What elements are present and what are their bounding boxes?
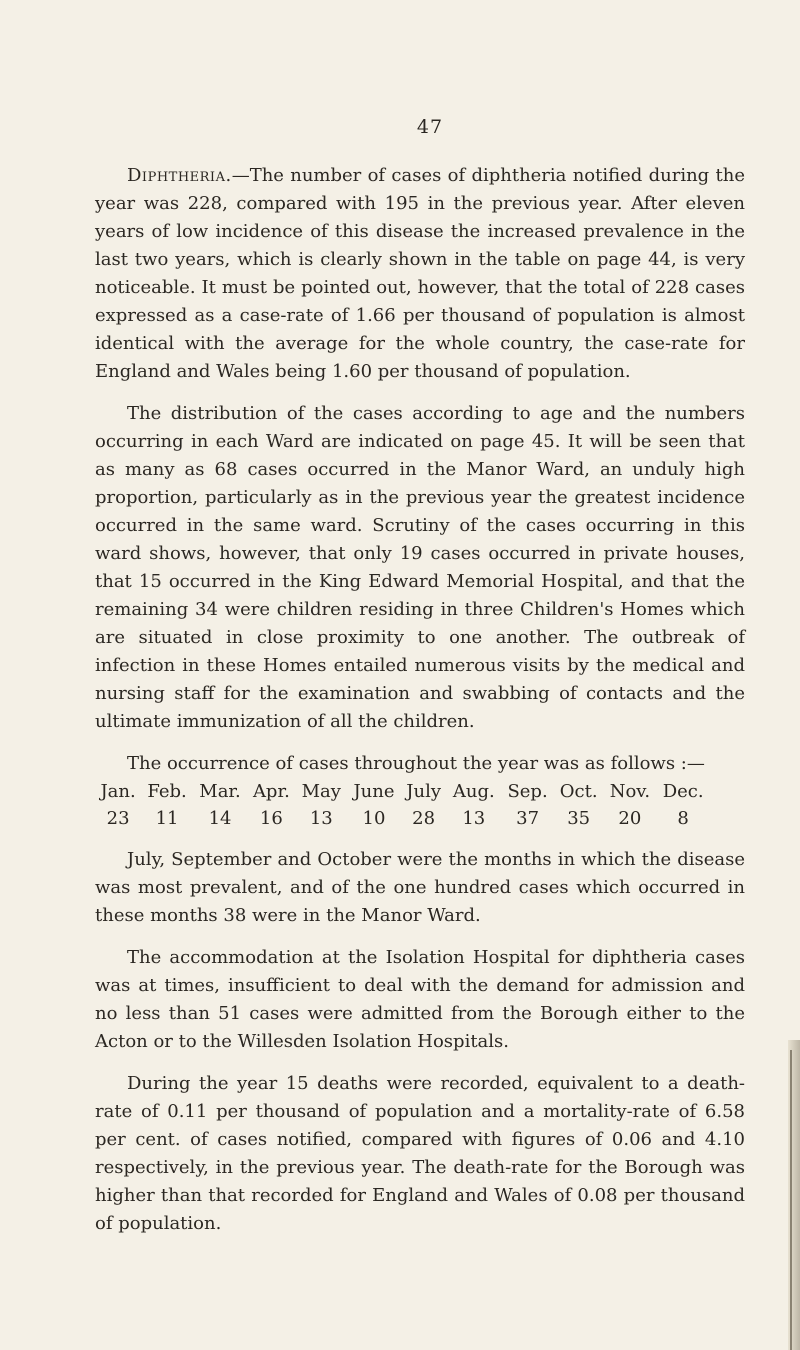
- case-count: 37: [516, 808, 540, 829]
- page-edge-line: [790, 1050, 792, 1350]
- case-count: 23: [106, 808, 130, 829]
- paragraph-accommodation: The accommodation at the Isolation Hospital for diphtheria cases was at times, insufficient to deal with the demand for admission and no less than 51 cases were admitted from the Borough either to the Acton or to the Willesden Isolation Hospitals.: [95, 947, 745, 1052]
- month-label: Dec.: [662, 781, 704, 802]
- month-label: May: [301, 781, 341, 802]
- month-label: July: [406, 781, 441, 802]
- case-count: 16: [259, 808, 283, 829]
- month-label: Jan.: [100, 781, 136, 802]
- paragraph-deaths: During the year 15 deaths were recorded, equivalent to a death-rate of 0.11 per thousand of population and a mortality-rate of 6.58 per cent. of cases notified, compared with figures of 0.06 and 4.10 respectively, in the previous year. The death-rate for the Borough was higher than that recorded for England and Wales of 0.08 per thousand of population.: [95, 1073, 745, 1234]
- case-count: 35: [567, 808, 591, 829]
- month-label: Feb.: [147, 781, 187, 802]
- paragraph-monthly-intro: The occurrence of cases throughout the year was as follows :—: [127, 753, 705, 774]
- document-body: [95, 162, 745, 1252]
- month-label: Sep.: [507, 781, 548, 802]
- paragraph-text: —The number of cases of diphtheria notified during the year was 228, compared with 195 in the previous year. After eleven years of low incidence of this disease the increased prevalence in the last two years, which is clearly shown in the table on page 44, is very noticeable. It must be pointed out, however, that the total of 228 cases expressed as a case-rate of 1.66 per thousand of population is almost identical with the average for the whole country, the case-rate for England and Wales being 1.60 per thousand of population.: [95, 165, 745, 382]
- case-count: 11: [155, 808, 179, 829]
- case-count: 14: [208, 808, 232, 829]
- case-count: 8: [677, 808, 689, 829]
- case-count: 13: [309, 808, 333, 829]
- paragraph-ward-distribution: The distribution of the cases according to age and the numbers occurring in each Ward are indicated on page 45. It will be seen that as many as 68 cases occurred in the Manor Ward, an unduly high proportion, particularly as in the previous year the greatest incidence occurred in the same ward. Scrutiny of the cases occurring in this ward shows, however, that only 19 cases occurred in private houses, that 15 occurred in the King Edward Memorial Hospital, and that the remaining 34 were children residing in three Children's Homes which are situated in close proximity to one another. The outbreak of infection in these Homes entailed numerous visits by the medical and nursing staff for the examination and swabbing of contacts and the ultimate immunization of all the children.: [95, 403, 745, 732]
- month-label: Oct.: [559, 781, 598, 802]
- month-label: June: [353, 781, 395, 802]
- case-count-row: [95, 805, 710, 832]
- month-label: Nov.: [609, 781, 651, 802]
- case-count: 10: [362, 808, 386, 829]
- month-label: Mar.: [199, 781, 241, 802]
- month-label: Apr.: [252, 781, 290, 802]
- monthly-cases-table: [95, 778, 710, 832]
- case-count: 28: [412, 808, 436, 829]
- case-count: 13: [462, 808, 486, 829]
- page-number: 47: [416, 116, 444, 138]
- paragraph-diphtheria-summary: [95, 162, 745, 386]
- month-label: Aug.: [452, 781, 495, 802]
- paragraph-prevalent-months: July, September and October were the months in which the disease was most prevalent, and of the one hundred cases which occurred in these months 38 were in the Manor Ward.: [95, 849, 745, 926]
- case-count: 20: [618, 808, 642, 829]
- section-heading: Diphtheria.: [127, 165, 232, 186]
- month-header-row: [95, 778, 710, 805]
